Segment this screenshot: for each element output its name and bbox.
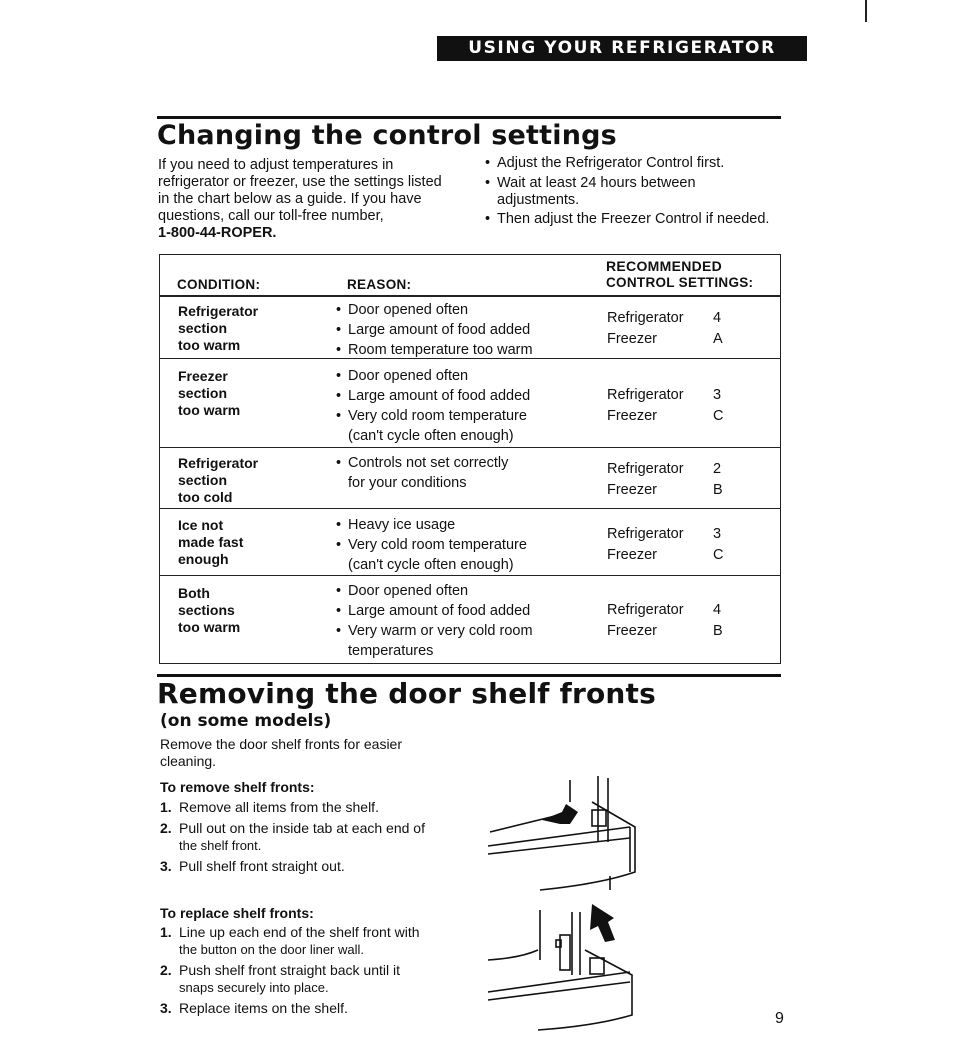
list-item: 2. Pull out on the inside tab at each end of the shelf front. [160,820,425,853]
intro-line: If you need to adjust temperatures in [158,157,394,173]
section-banner: USING YOUR REFRIGERATOR [437,36,807,61]
settings-label-cell: Refrigerator Freezer [607,387,684,424]
shelf-intro-paragraph: Remove the door shelf fronts for easier cleaning. [160,736,403,769]
settings-value-cell: 3 C [713,387,724,424]
section-title-door-shelf-fronts: Removing the door shelf fronts [157,677,656,710]
settings-value-cell: 4 A [713,310,723,347]
intro-line: questions, call our toll-free number, [158,208,384,224]
push-arrow-icon [590,904,615,942]
condition-cell: Freezer section too warm [178,368,241,418]
condition-cell: Both sections too warm [178,585,241,635]
list-item: • Wait at least 24 hours between adjustments. [485,175,785,209]
list-item: 1. Remove all items from the shelf. [160,799,379,815]
reason-cell: • Door opened often • Large amount of food added • Very cold room temperature (can't cycle often enough) [336,366,530,446]
section-subtitle: (on some models) [160,711,332,731]
settings-label-cell: Refrigerator Freezer [607,602,684,639]
remove-shelf-illustration [480,772,650,892]
reason-cell: • Door opened often • Large amount of food added • Room temperature too warm [336,300,533,360]
intro-line: in the chart below as a guide. If you have [158,191,422,207]
condition-cell: Refrigerator section too warm [178,303,259,353]
column-header-condition: CONDITION: [177,277,261,292]
reason-cell: • Controls not set correctly for your conditions [336,453,508,493]
reason-cell: • Door opened often • Large amount of food added • Very warm or very cold room temperatures [336,581,533,661]
condition-cell: Refrigerator section too cold [178,455,259,505]
page-number: 9 [775,1010,784,1027]
column-header-settings-2: CONTROL SETTINGS: [606,275,754,290]
list-item: 3. Replace items on the shelf. [160,1000,348,1016]
column-header-settings-1: RECOMMENDED [606,258,723,274]
table-row [160,448,780,508]
list-item: 3. Pull shelf front straight out. [160,858,345,874]
replace-heading: To replace shelf fronts: [160,905,314,921]
settings-label-cell: Refrigerator Freezer [607,526,684,563]
intro-paragraph [158,157,478,242]
list-item: 2. Push shelf front straight back until it snaps securely into place. [160,962,400,995]
adjustment-steps-list [485,155,785,228]
pull-arrow-icon [542,804,578,824]
settings-value-cell: 4 B [713,602,723,639]
control-settings-table [159,254,781,664]
table-row [160,359,780,447]
column-header-reason: REASON: [347,277,412,292]
reason-cell: • Heavy ice usage • Very cold room temperature (can't cycle often enough) [336,515,527,575]
list-item: • Then adjust the Freezer Control if needed. [485,211,785,228]
list-item: 1. Line up each end of the shelf front with the button on the door liner wall. [160,924,420,957]
remove-steps-list [160,799,460,875]
table-row [160,576,780,664]
settings-value-cell: 3 C [713,526,724,563]
settings-label-cell: Refrigerator Freezer [607,461,684,498]
intro-line: refrigerator or freezer, use the settings listed [158,174,442,190]
replace-shelf-illustration [480,900,650,1035]
table-row [160,297,780,358]
settings-label-cell: Refrigerator Freezer [607,310,684,347]
remove-heading: To remove shelf fronts: [160,779,315,795]
table-row [160,509,780,575]
margin-tick-mark [865,0,867,22]
section-title-control-settings: Changing the control settings [157,120,617,151]
settings-value-cell: 2 B [713,461,723,498]
condition-cell: Ice not made fast enough [178,517,244,567]
list-item: • Adjust the Refrigerator Control first. [485,155,785,172]
replace-steps-list [160,924,460,1017]
section-divider-top [157,116,781,119]
phone-number: 1-800-44-ROPER. [158,225,277,241]
